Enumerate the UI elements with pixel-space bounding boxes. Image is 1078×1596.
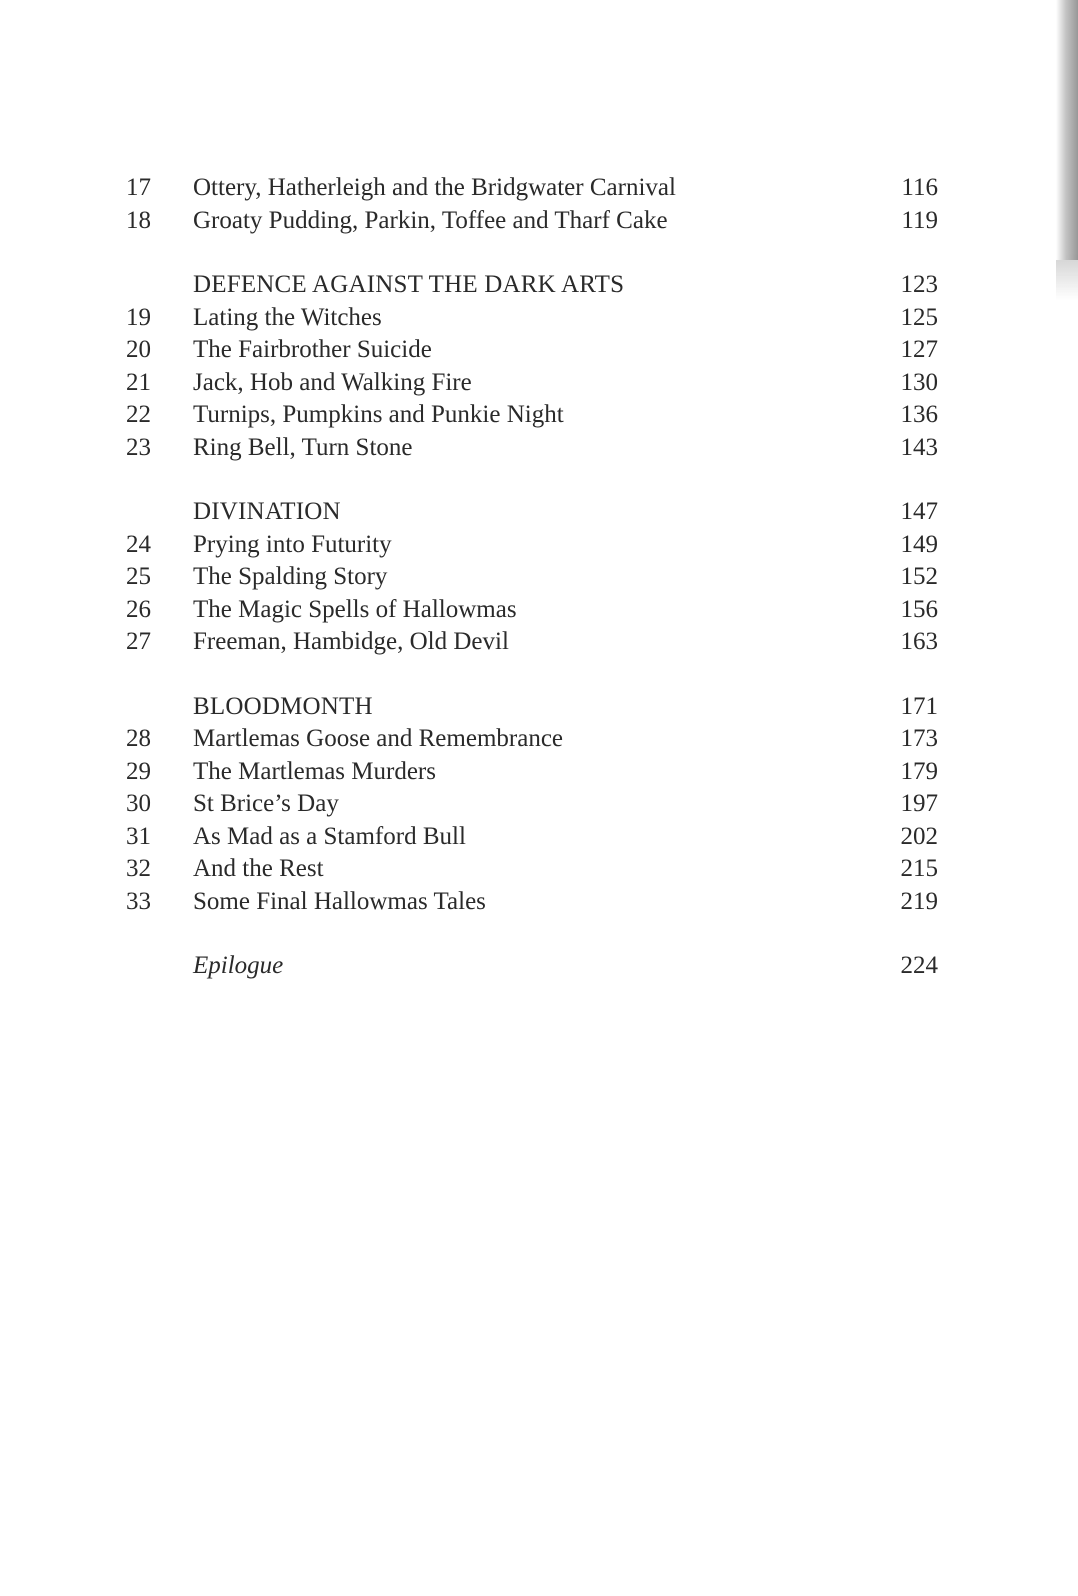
page-number: 152 [900, 563, 938, 590]
page-number: 143 [900, 433, 938, 461]
toc-section-heading [126, 269, 938, 302]
chapter-number: 32 [126, 855, 151, 882]
chapter-number: 18 [126, 206, 151, 234]
chapter-number: 27 [126, 628, 151, 655]
page-number: 147 [900, 498, 938, 525]
chapter-number: 22 [126, 401, 151, 428]
toc-entry [126, 886, 938, 919]
page-number: 127 [900, 336, 938, 363]
section-title: DEFENCE AGAINST THE DARK ARTS [193, 271, 625, 298]
toc-entry [126, 399, 938, 432]
chapter-title: Turnips, Pumpkins and Punkie Night [193, 401, 564, 428]
page-number: 202 [900, 822, 938, 850]
toc-entry [126, 302, 938, 335]
chapter-number: 17 [126, 174, 151, 201]
toc-entry [126, 529, 938, 562]
page-number: 219 [900, 887, 938, 915]
chapter-title: As Mad as a Stamford Bull [193, 822, 466, 850]
page-number: 215 [900, 855, 938, 882]
toc-entry [126, 432, 938, 465]
toc-entry [126, 626, 938, 659]
chapter-title: Prying into Futurity [193, 530, 392, 558]
page-number: 173 [900, 725, 938, 752]
toc-entry [126, 756, 938, 789]
chapter-number: 24 [126, 530, 151, 558]
page-number: 125 [900, 303, 938, 331]
page-number: 163 [900, 628, 938, 655]
chapter-number: 21 [126, 368, 151, 396]
page-number: 116 [901, 174, 938, 201]
page-number: 119 [901, 206, 938, 234]
chapter-number: 23 [126, 433, 151, 461]
table-of-contents [126, 172, 938, 983]
chapter-title: The Magic Spells of Hallowmas [193, 595, 517, 623]
chapter-number: 26 [126, 595, 151, 623]
page-number: 224 [900, 952, 938, 979]
page-edge-shadow [1056, 0, 1078, 260]
toc-entry [126, 367, 938, 400]
chapter-title: Martlemas Goose and Remembrance [193, 725, 564, 752]
chapter-number: 28 [126, 725, 151, 752]
chapter-title: Some Final Hallowmas Tales [193, 887, 486, 915]
page-number: 123 [900, 271, 938, 298]
page-number: 149 [900, 530, 938, 558]
chapter-number: 19 [126, 303, 151, 331]
page-number: 179 [900, 757, 938, 785]
toc-section-heading [126, 496, 938, 529]
section-title: DIVINATION [193, 498, 341, 525]
chapter-title: And the Rest [193, 855, 324, 882]
chapter-number: 31 [126, 822, 151, 850]
chapter-number: 20 [126, 336, 151, 363]
chapter-number: 29 [126, 757, 151, 785]
chapter-title: Ring Bell, Turn Stone [193, 433, 413, 461]
toc-entry [126, 723, 938, 756]
chapter-number: 25 [126, 563, 151, 590]
toc-epilogue [126, 950, 938, 983]
chapter-number: 33 [126, 887, 151, 915]
toc-entry [126, 594, 938, 627]
chapter-title: Lating the Witches [193, 303, 382, 331]
chapter-title: Jack, Hob and Walking Fire [193, 368, 472, 396]
toc-entry [126, 205, 938, 238]
toc-entry [126, 853, 938, 886]
chapter-title: Ottery, Hatherleigh and the Bridgwater Carnival [193, 174, 676, 201]
chapter-title: The Spalding Story [193, 563, 388, 590]
toc-entry [126, 334, 938, 367]
chapter-title: St Brice’s Day [193, 790, 339, 817]
chapter-number: 30 [126, 790, 151, 817]
chapter-title: Freeman, Hambidge, Old Devil [193, 628, 509, 655]
chapter-title: The Martlemas Murders [193, 757, 436, 785]
chapter-title: Groaty Pudding, Parkin, Toffee and Tharf Cake [193, 206, 668, 234]
chapter-title: The Fairbrother Suicide [193, 336, 432, 363]
page-number: 156 [900, 595, 938, 623]
page-number: 197 [900, 790, 938, 817]
section-title: BLOODMONTH [193, 692, 373, 720]
toc-entry [126, 821, 938, 854]
toc-section-heading [126, 691, 938, 724]
toc-entry [126, 788, 938, 821]
page-number: 130 [900, 368, 938, 396]
epilogue-title: Epilogue [193, 952, 284, 979]
page-number: 136 [900, 401, 938, 428]
toc-entry [126, 172, 938, 205]
page-number: 171 [900, 692, 938, 720]
toc-entry [126, 561, 938, 594]
